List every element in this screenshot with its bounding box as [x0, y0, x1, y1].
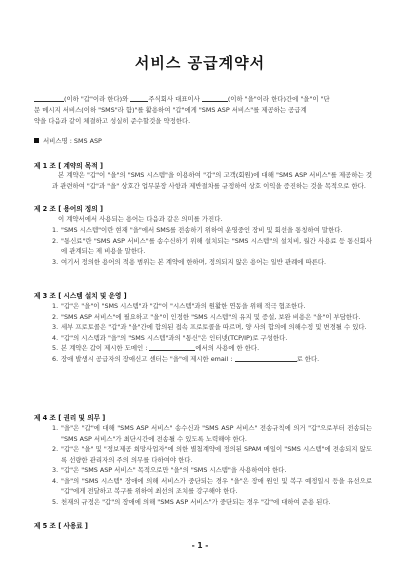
party-a-blank[interactable] — [34, 94, 64, 102]
list-item: 3. 여기서 정의한 용어의 적용 범위는 본 계약에 한하며, 정의되지 않은 용어는 일반 관례에 따른다. — [52, 257, 327, 266]
intro-paragraph — [34, 94, 374, 127]
list-item: 1. "갑"은 "을"이 "SMS 시스템"과 "갑"이 "시스템"과의 원활한 연동을 위해 적극 협조한다. — [52, 302, 306, 310]
intro-text-2: 주식회사 대표이사 — [148, 95, 202, 103]
article-2-text: 이 계약서에서 사용되는 용어는 다음과 같은 의미를 가진다. — [58, 215, 223, 223]
party-b-blank[interactable] — [130, 94, 148, 102]
service-name — [34, 136, 102, 147]
article-2-list — [52, 225, 372, 267]
article-3-list — [52, 301, 372, 364]
domain-blank[interactable] — [149, 343, 195, 351]
article-3-heading: 제 3 조 [ 시스템 설치 및 운영 ] — [34, 292, 127, 300]
intro-text-1: (이하 "갑"이라 한다)와 — [64, 95, 131, 103]
article-1-heading: 제 1 조 [ 계약의 목적 ] — [34, 162, 103, 170]
email-blank[interactable] — [235, 354, 297, 362]
list-item: 3. 세부 프로토콜은 "갑"과 "을"간에 합의된 접속 프로토콜을 따르며, 양 사의 합의에 의해수정 및 변경될 수 있다. — [52, 323, 367, 331]
page-title: 서비스 공급계약서 — [134, 54, 266, 72]
list-item: 4. "갑"의 시스템과 "을"의 "SMS 시스템"과의 "통신"은 인터넷(TCP/IP)로 구성한다. — [52, 333, 288, 342]
list-item: 5. 본 계약은 갑이 제시한 도메인 : 에서의 사용에 한 한다. — [52, 344, 260, 352]
list-item: 1. "SMS 시스템"이란 현재 "을"에서 SMS를 전송하기 위하여 운영중인 장비 및 회선을 통칭하여 말한다. — [52, 226, 343, 234]
list-item: 2. "갑"은 "을" 및 "정보제공 희망사업자"에 의한 별첨계약에 정의된 SPAM 메일이 "SMS 시스템"에 전송되지 않도록 선량한 관리자의 주의 의무를 다하여야 한다. — [52, 445, 372, 464]
list-item: 4. "을"의 "SMS 시스템" 장애에 의해 서비스가 중단되는 경우 "을"은 장애 원인 및 복구 예정일시 등을 유선으로 "갑"에게 전달하고 복구를 위하여 최선의 조치를 강구해야 한다. — [52, 476, 372, 495]
service-name-text: 서비스명 : SMS ASP — [43, 137, 102, 145]
article-4-list — [52, 423, 372, 507]
intro-text-3: (이하 "을"이라 한다)간에 "을"이 "단 — [227, 95, 330, 103]
ceo-name-blank[interactable] — [202, 94, 228, 102]
list-item: 5. 천재의 규정은 "갑"의 장애에 의해 "SMS ASP 서비스"가 중단되는 경우 "갑"에 대하여 준용 된다. — [52, 497, 331, 506]
article-4-heading: 제 4 조 [ 권리 및 의무 ] — [34, 414, 106, 422]
article-2-heading: 제 2 조 [ 용어의 정의 ] — [34, 205, 103, 213]
page-number: - 1 - — [191, 541, 209, 550]
bullet-square-icon — [34, 138, 39, 143]
article-1-text: 본 계약은 "갑"이 "을"의 "SMS 시스템"을 이용하여 "갑"의 고객(회원)에 대해 "SMS ASP 서비스"를 제공하는 것과 관련하여 "갑"과 "을" 상호간 업무분장 사항과 제반절차를 규정하여 상호 이익을 증진하는 것을 목적으로 한다. — [52, 171, 372, 190]
list-item: 2. "SMS ASP 서비스"에 필요하고 "을"이 인정한 "SMS 시스템"의 유지 및 증설, 보완 비용은 "을"이 부담한다. — [52, 312, 361, 321]
intro-text-5: 약을 다음과 같이 체결하고 성실히 준수할것을 약정한다. — [34, 117, 191, 125]
list-item: 1. "을"은 "갑"에 대해 "SMS ASP 서비스" 송수신과 "SMS ASP 서비스" 전송규칙에 의거 "갑"으로부터 전송되는 "SMS ASP 서비스"가 최단시간에 전송될 수 있도록 노력해야 한다. — [52, 424, 372, 443]
article-5-heading: 제 5 조 [ 사용료 ] — [34, 522, 88, 530]
list-item: 2. "통신료"란 "SMS ASP 서비스"를 송수신하기 위해 설치되는 "SMS 시스템"의 설치비, 월간 사용료 등 통신회사에 관계되는 제 비용을 말한다. — [52, 236, 372, 255]
intro-text-4: 문 메시지 서비스(이하 "SMS"라 함)"를 활용하여 "갑"에게 "SMS ASP 서비스"를 제공하는 공급계 — [34, 106, 307, 114]
list-item: 6. 장애 발생시 공급자의 장애신고 센터는 "을"에 제시한 email : 로 한다. — [52, 354, 320, 363]
list-item: 3. "갑"은 "SMS ASP 서비스" 목적으로만 "을"의 "SMS 시스템"을 사용하여야 한다. — [52, 466, 287, 474]
